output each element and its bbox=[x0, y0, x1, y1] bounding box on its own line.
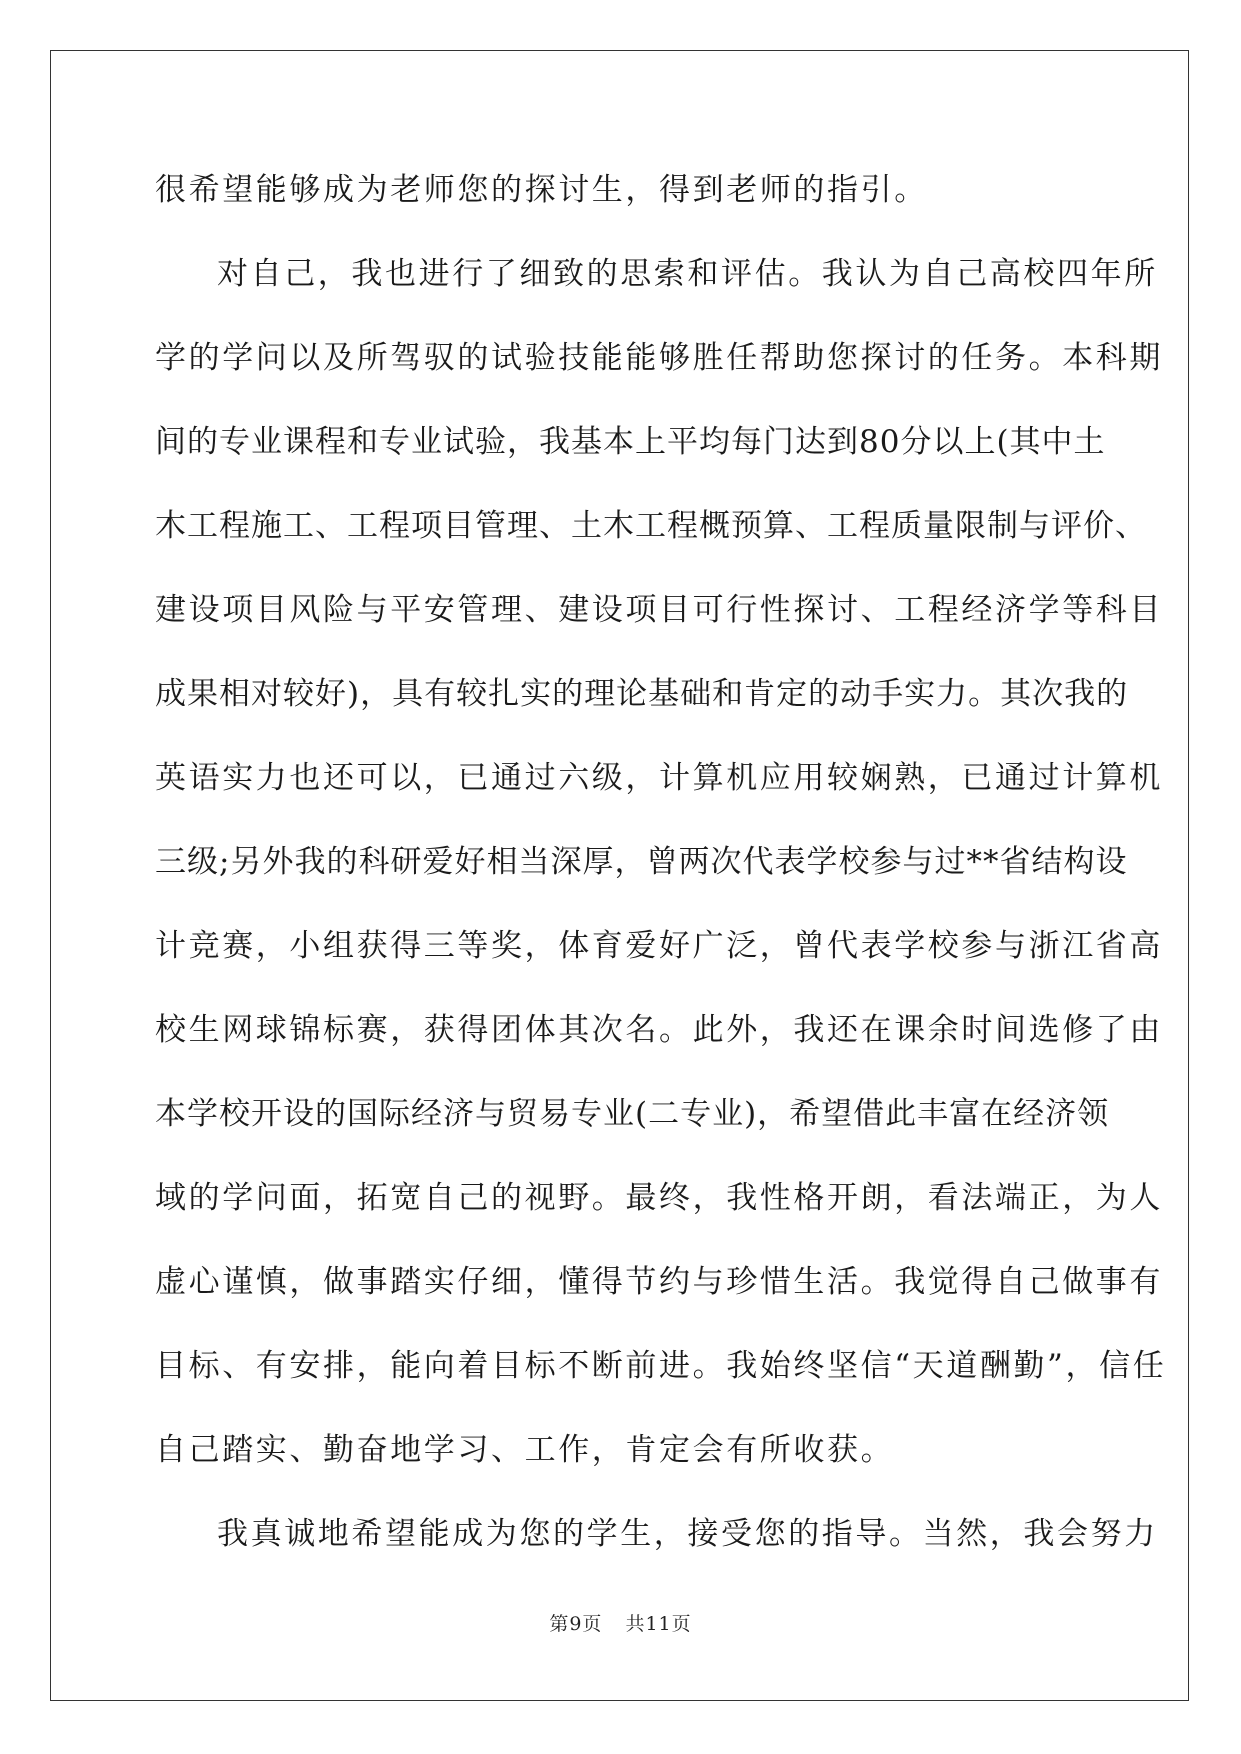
text-line: 很希望能够成为老师您的探讨生，得到老师的指引。 bbox=[155, 172, 928, 208]
text-line: 英语实力也还可以，已通过六级，计算机应用较娴熟，已通过计算机 bbox=[155, 760, 1163, 796]
text-line: 本学校开设的国际经济与贸易专业(二专业)，希望借此丰富在经济领 bbox=[155, 1096, 1110, 1132]
text-line: 建设项目风险与平安管理、建设项目可行性探讨、工程经济学等科目 bbox=[155, 592, 1163, 628]
text-line: 虚心谨慎，做事踏实仔细，懂得节约与珍惜生活。我觉得自己做事有 bbox=[155, 1264, 1163, 1300]
text-line: 域的学问面，拓宽自己的视野。最终，我性格开朗，看法端正，为人 bbox=[155, 1180, 1163, 1216]
text-line: 自己踏实、勤奋地学习、工作，肯定会有所收获。 bbox=[155, 1432, 895, 1468]
paragraph-start-line: 我真诚地希望能成为您的学生，接受您的指导。当然，我会努力 bbox=[217, 1516, 1158, 1552]
page-number: 第9页 bbox=[549, 1613, 603, 1635]
text-line: 学的学问以及所驾驭的试验技能能够胜任帮助您探讨的任务。本科期 bbox=[155, 340, 1163, 376]
text-line: 三级;另外我的科研爱好相当深厚，曾两次代表学校参与过**省结构设 bbox=[155, 844, 1128, 880]
paragraph-start-line: 对自己，我也进行了细致的思索和评估。我认为自己高校四年所 bbox=[217, 256, 1158, 292]
text-line: 校生网球锦标赛，获得团体其次名。此外，我还在课余时间选修了由 bbox=[155, 1012, 1163, 1048]
page-total: 共11页 bbox=[625, 1613, 692, 1635]
text-line: 木工程施工、工程项目管理、土木工程概预算、工程质量限制与评价、 bbox=[155, 508, 1147, 544]
text-line: 间的专业课程和专业试验，我基本上平均每门达到80分以上(其中土 bbox=[155, 424, 1106, 460]
document-body bbox=[155, 160, 1167, 1588]
page-footer bbox=[0, 1609, 1241, 1636]
text-line: 成果相对较好)，具有较扎实的理论基础和肯定的动手实力。其次我的 bbox=[155, 676, 1129, 712]
text-line: 计竞赛，小组获得三等奖，体育爱好广泛，曾代表学校参与浙江省高 bbox=[155, 928, 1163, 964]
text-line: 目标、有安排，能向着目标不断前进。我始终坚信“天道酬勤”，信任 bbox=[155, 1348, 1167, 1384]
